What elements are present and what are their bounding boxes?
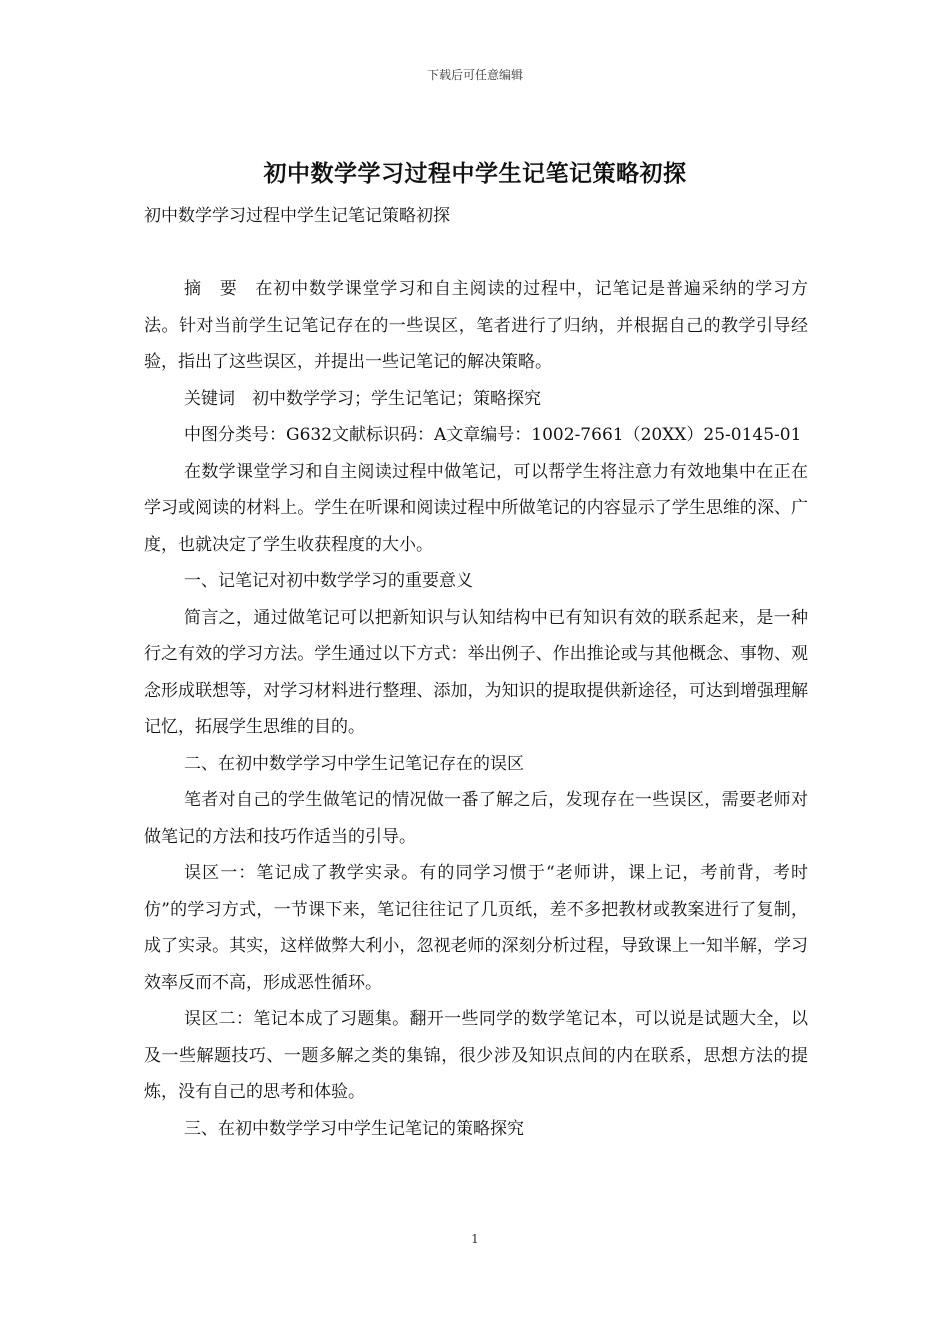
keywords-paragraph: 关键词 初中数学学习；学生记笔记；策略探究 <box>184 388 541 409</box>
intro-paragraph: 在数学课堂学习和自主阅读过程中做笔记，可以帮学生将注意力有效地集中在正在学习或阅读的材料上。学生在听课和阅读过程中所做笔记的内容显示了学生思维的深、广度，也就决定了学生收获程度的大小。 <box>144 461 808 555</box>
section-1-paragraph: 简言之，通过做笔记可以把新知识与认知结构中已有知识有效的联系起来，是一种行之有效的学习方法。学生通过以下方式：举出例子、作出推论或与其他概念、事物、观念形成联想等，对学习材料进行整理、添加，为知识的提取提供新途径，可达到增强理解记忆，拓展学生思维的目的。 <box>144 607 808 737</box>
section-heading-3: 三、在初中数学学习中学生记笔记的策略探究 <box>184 1118 524 1139</box>
section-2-paragraph: 笔者对自己的学生做笔记的情况做一番了解之后，发现存在一些误区，需要老师对做笔记的方法和技巧作适当的引导。 <box>144 790 808 847</box>
document-subtitle: 初中数学学习过程中学生记笔记策略初探 <box>144 206 450 226</box>
classification-paragraph: 中图分类号：G632文献标识码：A文章编号：1002-7661（20XX）25-0145-01 <box>184 425 802 445</box>
header-note: 下载后可任意编辑 <box>426 68 523 82</box>
document-title: 初中数学学习过程中学生记笔记策略初探 <box>263 160 687 187</box>
section-heading-2: 二、在初中数学学习中学生记笔记存在的误区 <box>184 753 524 774</box>
abstract-paragraph: 摘 要 在初中数学课堂学习和自主阅读的过程中，记笔记是普遍采纳的学习方法。针对当前学生记笔记存在的一些误区，笔者进行了归纳，并根据自己的教学引导经验，指出了这些误区，并提出一些记笔记的解决策略。 <box>144 279 808 372</box>
section-heading-1: 一、记笔记对初中数学学习的重要意义 <box>184 571 473 591</box>
page-number: 1 <box>471 1232 479 1246</box>
misconception-2-paragraph: 误区二：笔记本成了习题集。翻开一些同学的数学笔记本，可以说是试题大全，以及一些解题技巧、一题多解之类的集锦，很少涉及知识点间的内在联系，思想方法的提炼，没有自己的思考和体验。 <box>144 1009 808 1102</box>
document-body <box>144 271 808 1147</box>
misconception-1-paragraph: 误区一：笔记成了教学实录。有的同学习惯于“老师讲，课上记，考前背，考时仿”的学习方式，一节课下来，笔记往往记了几页纸，差不多把教材或教案进行了复制，成了实录。其实，这样做弊大利小，忽视老师的深刻分析过程，导致课上一知半解，学习效率反而不高，形成恶性循环。 <box>144 863 808 993</box>
